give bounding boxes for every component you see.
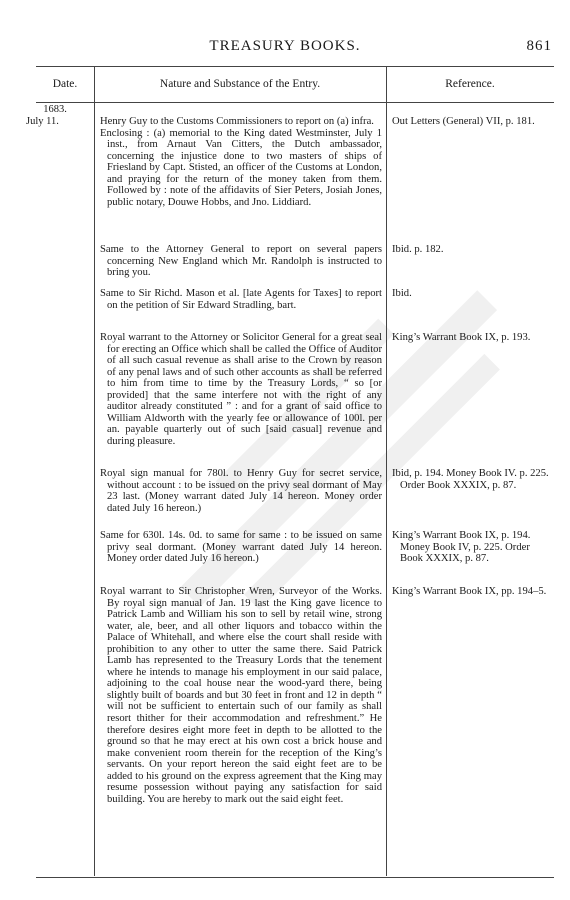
entry-secret-service-630 xyxy=(100,530,382,565)
reference-text: Ibid. xyxy=(392,288,412,299)
entry-sir-richd-mason xyxy=(100,288,382,311)
column-header-nature: Nature and Substance of the Entry. xyxy=(94,66,386,103)
date-year: 1683. xyxy=(43,104,67,115)
entry-reference xyxy=(392,468,554,491)
entry-office-of-auditor xyxy=(100,332,382,447)
entry-enclosure: Enclosing : (a) memorial to the King dated Westminster, July 1 inst., from Arnaut Van Citters, the Dutch ambassador, concerning the injustice done to two masters of ships of Friesland by Capt. Stisted, an officer of the Customs at London, and praying for the return of the money taken from them. Followed by : note of the affidavits of Sier Peters, Josiah Jones, public notary, Douwe Hobbs, and Jno. Liddiard. xyxy=(100,127,382,208)
column-divider-date xyxy=(94,66,95,876)
entry-text: Royal warrant to Sir Christopher Wren, Surveyor of the Works. By royal sign manual of Jan. 19 last the King gave licence to Patrick Lamb and William his son to sell by retail wine, strong water, ale, beer, and all other liquors and tobacco within the Palace of Whitehall, and where else the court shall reside with prohibition to any other to utter the same there. Said Patrick Lamb has represented to the Treasury Lords that the tenement where he intends to manage his employment in our said palace, adjoining to the coal house near the wood-yard there, being slightly built of boards and but 30 feet in front and 12 in depth “ will not be sufficient to entertain such of our family as shall resort thither for their accommodation and refreshment.” He therefore desires eight more feet in depth to be allotted to the ground so that he may erect at his own cost a brick house and make convenient room therein for the reception of the King’s servants. On your report hereon the said eight feet are to be added to his ground on the express agreement that the King may resume possession without paying any satisfaction for said building. You are hereby to mark out the said eight feet. xyxy=(100,586,382,805)
reference-text: Out Letters (General) VII, p. 181. xyxy=(392,116,535,127)
entry-attorney-general xyxy=(100,244,382,279)
entry-christopher-wren xyxy=(100,586,382,805)
page-number: 861 xyxy=(526,38,552,54)
entry-text: Same to Sir Richd. Mason et al. [late Agents for Taxes] to report on the petition of Sir Edward Stradling, bart. xyxy=(100,288,382,311)
column-header-date: Date. xyxy=(36,66,94,103)
entry-text: Same to the Attorney General to report on several papers concerning New England which Mr. Randolph is instructed to bring you. xyxy=(100,244,382,279)
date-day: July 11. xyxy=(26,116,59,127)
reference-text: King’s Warrant Book IX, pp. 194–5. xyxy=(392,586,547,597)
entry-reference xyxy=(392,530,554,565)
entry-text: Henry Guy to the Customs Commissioners to report on (a) infra. xyxy=(100,116,374,127)
entry-reference xyxy=(392,244,554,256)
page-title: TREASURY BOOKS. xyxy=(209,38,361,54)
column-header-reference: Reference. xyxy=(386,66,554,103)
entry-reference xyxy=(392,288,554,300)
reference-text: Ibid, p. 194. Money Book IV. p. 225. Order Book XXXIX, p. 87. xyxy=(392,468,549,491)
entry-customs-commissioners xyxy=(100,116,382,208)
entry-reference xyxy=(392,332,554,344)
entry-reference xyxy=(392,116,554,128)
entry-text: Royal sign manual for 780l. to Henry Guy for secret service, without account : to be issued on the privy seal dormant of May 23 last. (Money warrant dated July 14 hereon. Money order dated July 16 hereon.) xyxy=(100,468,382,514)
column-divider-reference xyxy=(386,66,387,876)
entry-text: Royal warrant to the Attorney or Solicitor General for a great seal for erecting an Office which shall be called the Office of Auditor of all such casual revenue as shall arise to the Crown by reason of any penal laws and of such other accounts as shall be referred to him from time to time by the Treasury Lords, “ so [or provided] that the same interfere not with the right of any auditor already constituted ” : and for a grant of said office to William Aldworth with the yearly fee or allowance of 100l. per an. payable quarterly out of such [said casual] revenue and during pleasure. xyxy=(100,332,382,447)
reference-text: Ibid. p. 182. xyxy=(392,244,444,255)
reference-text: King’s Warrant Book IX, p. 194. Money Book IV, p. 225. Order Book XXXIX, p. 87. xyxy=(392,530,531,565)
reference-text: King’s Warrant Book IX, p. 193. xyxy=(392,332,531,343)
entry-secret-service-780 xyxy=(100,468,382,514)
entry-text: Same for 630l. 14s. 0d. to same for same : to be issued on same privy seal dormant. (Money warrant dated July 14 hereon. Money order dated July 16 hereon.) xyxy=(100,530,382,565)
entry-reference xyxy=(392,586,554,598)
